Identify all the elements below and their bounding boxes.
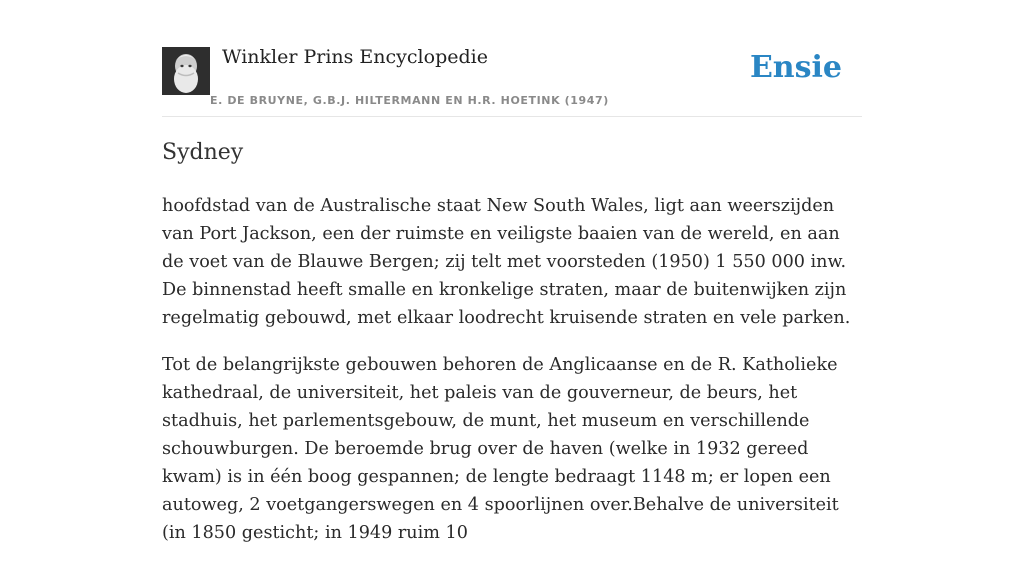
bearded-man-portrait-icon [162,47,210,95]
article-container [162,0,862,543]
article-title: Sydney [162,140,244,165]
source-header [162,0,862,117]
article-body [162,192,862,566]
source-authors: E. DE BRUYNE, G.B.J. HILTERMANN EN H.R. HOETINK (1947) [210,94,609,107]
article-paragraph: hoofdstad van de Australische staat New South Wales, ligt aan weerszijden van Port Jackson, een der ruimste en veiligste baaien van de wereld, en aan de voet van de Blauwe Bergen; zij telt met voorsteden (1950) 1 550 000 inw. De binnenstad heeft smalle en kronkelige straten, maar de buitenwijken zijn regelmatig gebouwd, met elkaar loodrecht kruisende straten en vele parken. [162,196,851,328]
article-paragraph: Tot de belangrijkste gebouwen behoren de Anglicaanse en de R. Katholieke kathedraal, de universiteit, het paleis van de gouverneur, de beurs, het stadhuis, het parlementsgebouw, de munt, het museum en verschillende schouwburgen. De beroemde brug over de haven (welke in 1932 gereed kwam) is in één boog gespannen; de lengte bedraagt 1148 m; er lopen een autoweg, 2 voetgangerswegen en 4 spoorlijnen over.Behalve de universiteit (in 1850 gesticht; in 1949 ruim 10 [162,355,839,543]
ensie-logo-link[interactable]: Ensie [749,50,842,85]
source-title-link[interactable]: Winkler Prins Encyclopedie [222,46,488,68]
source-avatar[interactable] [162,47,210,95]
